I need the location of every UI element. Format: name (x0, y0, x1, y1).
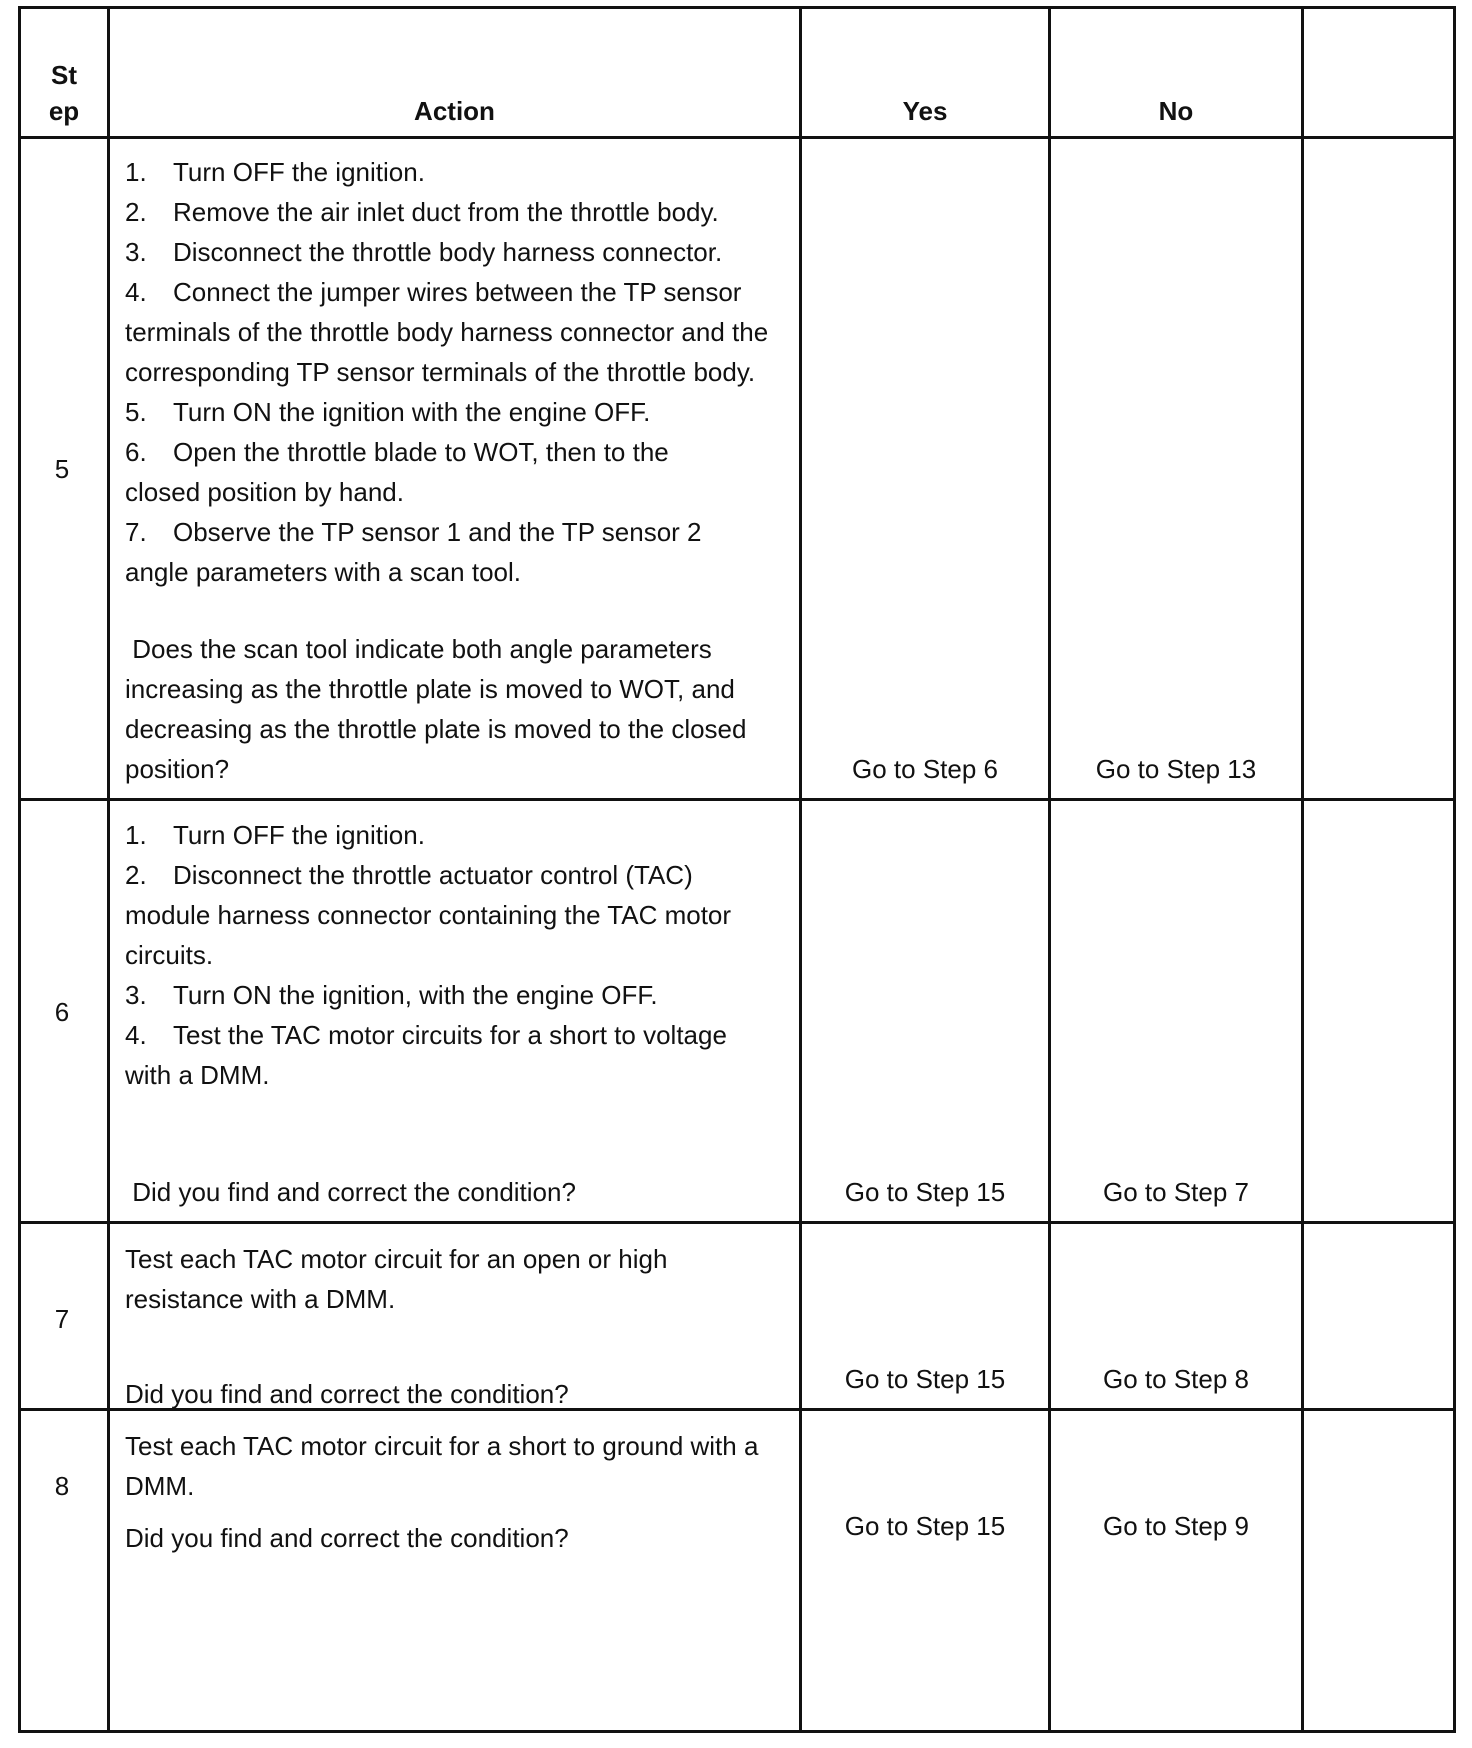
header-step-line2: ep (48, 96, 80, 126)
header-no: No (1158, 96, 1194, 126)
action-line: closed position by hand. (125, 477, 404, 507)
question-line: position? (125, 754, 230, 784)
no-result: Go to Step 7 (1103, 1177, 1249, 1207)
question-line: Did you find and correct the condition? (125, 1379, 569, 1409)
row-divider (21, 798, 1453, 801)
no-result: Go to Step 13 (1095, 754, 1257, 784)
action-line: corresponding TP sensor terminals of the throttle body. (125, 357, 756, 387)
question-line: increasing as the throttle plate is moved to WOT, and (125, 674, 735, 704)
action-line: 3. Turn ON the ignition, with the engine OFF. (125, 980, 658, 1010)
row-divider (21, 1221, 1453, 1224)
question-line: Did you find and correct the condition? (125, 1523, 569, 1553)
header-action: Action (414, 96, 495, 126)
action-line: 4. Connect the jumper wires between the TP sensor (125, 277, 742, 307)
step-number: 6 (54, 997, 70, 1027)
action-line: 1. Turn OFF the ignition. (125, 820, 425, 850)
column-divider (1048, 9, 1051, 1730)
question-line: Does the scan tool indicate both angle parameters (125, 634, 712, 664)
action-line: 2. Disconnect the throttle actuator control (TAC) (125, 860, 693, 890)
no-result: Go to Step 8 (1103, 1364, 1249, 1394)
column-divider (1301, 9, 1304, 1730)
action-line: DMM. (125, 1471, 195, 1501)
question-line: Did you find and correct the condition? (125, 1177, 576, 1207)
action-line: 7. Observe the TP sensor 1 and the TP sensor 2 (125, 517, 702, 547)
column-divider (799, 9, 802, 1730)
action-line: Test each TAC motor circuit for an open or high (125, 1244, 668, 1274)
yes-result: Go to Step 15 (844, 1364, 1006, 1394)
action-line: resistance with a DMM. (125, 1284, 396, 1314)
diagnostic-table (18, 6, 1456, 1733)
yes-result: Go to Step 6 (852, 754, 998, 784)
action-line: 4. Test the TAC motor circuits for a short to voltage (125, 1020, 727, 1050)
header-yes: Yes (902, 96, 948, 126)
action-line: 3. Disconnect the throttle body harness connector. (125, 237, 723, 267)
action-line: 5. Turn ON the ignition with the engine OFF. (125, 397, 651, 427)
action-line: 1. Turn OFF the ignition. (125, 157, 425, 187)
row-divider (21, 136, 1453, 139)
yes-result: Go to Step 15 (844, 1177, 1006, 1207)
action-line: circuits. (125, 940, 214, 970)
action-line: terminals of the throttle body harness connector and the (125, 317, 769, 347)
action-line: 6. Open the throttle blade to WOT, then to the (125, 437, 669, 467)
header-step-line1: St (51, 60, 77, 90)
yes-result: Go to Step 15 (844, 1511, 1006, 1541)
step-number: 8 (54, 1471, 70, 1501)
action-line: angle parameters with a scan tool. (125, 557, 521, 587)
question-line: decreasing as the throttle plate is moved to the closed (125, 714, 747, 744)
action-line: with a DMM. (125, 1060, 270, 1090)
column-divider (107, 9, 110, 1730)
step-number: 7 (54, 1304, 70, 1334)
action-line: module harness connector containing the TAC motor (125, 900, 732, 930)
no-result: Go to Step 9 (1103, 1511, 1249, 1541)
step-number: 5 (54, 454, 70, 484)
action-line: 2. Remove the air inlet duct from the throttle body. (125, 197, 719, 227)
action-line: Test each TAC motor circuit for a short to ground with a (125, 1431, 759, 1461)
